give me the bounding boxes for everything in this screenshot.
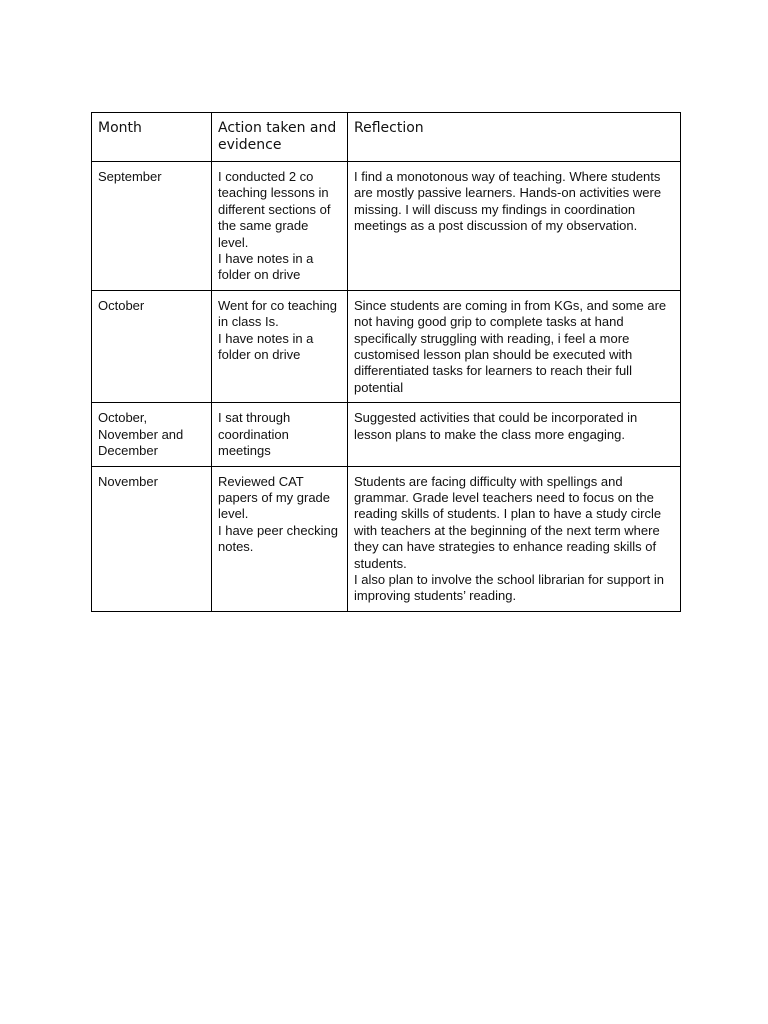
table-row (92, 162, 681, 291)
month-text: October, November and December (98, 410, 184, 459)
reflection-cell (348, 466, 681, 611)
reflection-text: Suggested activities that could be incorporated in lesson plans to make the class more engaging. (354, 410, 638, 442)
month-text: November (98, 473, 158, 489)
month-text: September (98, 169, 162, 184)
action-cell (212, 290, 348, 402)
table-row (92, 403, 681, 466)
month-text: October (98, 297, 145, 313)
header-action: Action taken and evidence (212, 113, 348, 162)
table-row (92, 290, 681, 402)
table-row (92, 466, 681, 611)
reflection-cell (348, 162, 681, 291)
reflection-text: Students are facing difficulty with spellings and grammar. Grade level teachers need to focus on the reading skills of students. I plan to have a study circle with teachers at the beginning of the next term where they can have strategies to enhance reading skills of students. I also plan to involve the school librarian for support in improving students’ reading. (354, 473, 665, 604)
month-cell (92, 162, 212, 291)
action-text: I conducted 2 co teaching lessons in different sections of the same grade level. I have notes in a folder on drive (218, 169, 331, 283)
reflection-text: I find a monotonous way of teaching. Where students are mostly passive learners. Hands-on activities were missing. I will discuss my findings in coordination meetings as a post discussion of my observation. (354, 169, 662, 234)
month-cell (92, 466, 212, 611)
action-cell (212, 403, 348, 466)
action-text: Reviewed CAT papers of my grade level. I have peer checking notes. (218, 473, 338, 555)
month-cell (92, 290, 212, 402)
reflection-text: Since students are coming in from KGs, and some are not having good grip to complete tasks at hand specifically struggling with reading, i feel a more customised lesson plan should be executed with differentiated tasks for learners to reach their full potential (354, 297, 667, 395)
month-cell (92, 403, 212, 466)
header-reflection: Reflection (348, 113, 681, 162)
action-cell (212, 466, 348, 611)
reflection-cell (348, 290, 681, 402)
reflection-table (91, 112, 681, 612)
action-cell (212, 162, 348, 291)
action-text: Went for co teaching in class Is. I have notes in a folder on drive (218, 297, 337, 363)
reflection-cell (348, 403, 681, 466)
header-month: Month (92, 113, 212, 162)
action-text: I sat through coordination meetings (218, 410, 291, 459)
table-header-row (92, 113, 681, 162)
